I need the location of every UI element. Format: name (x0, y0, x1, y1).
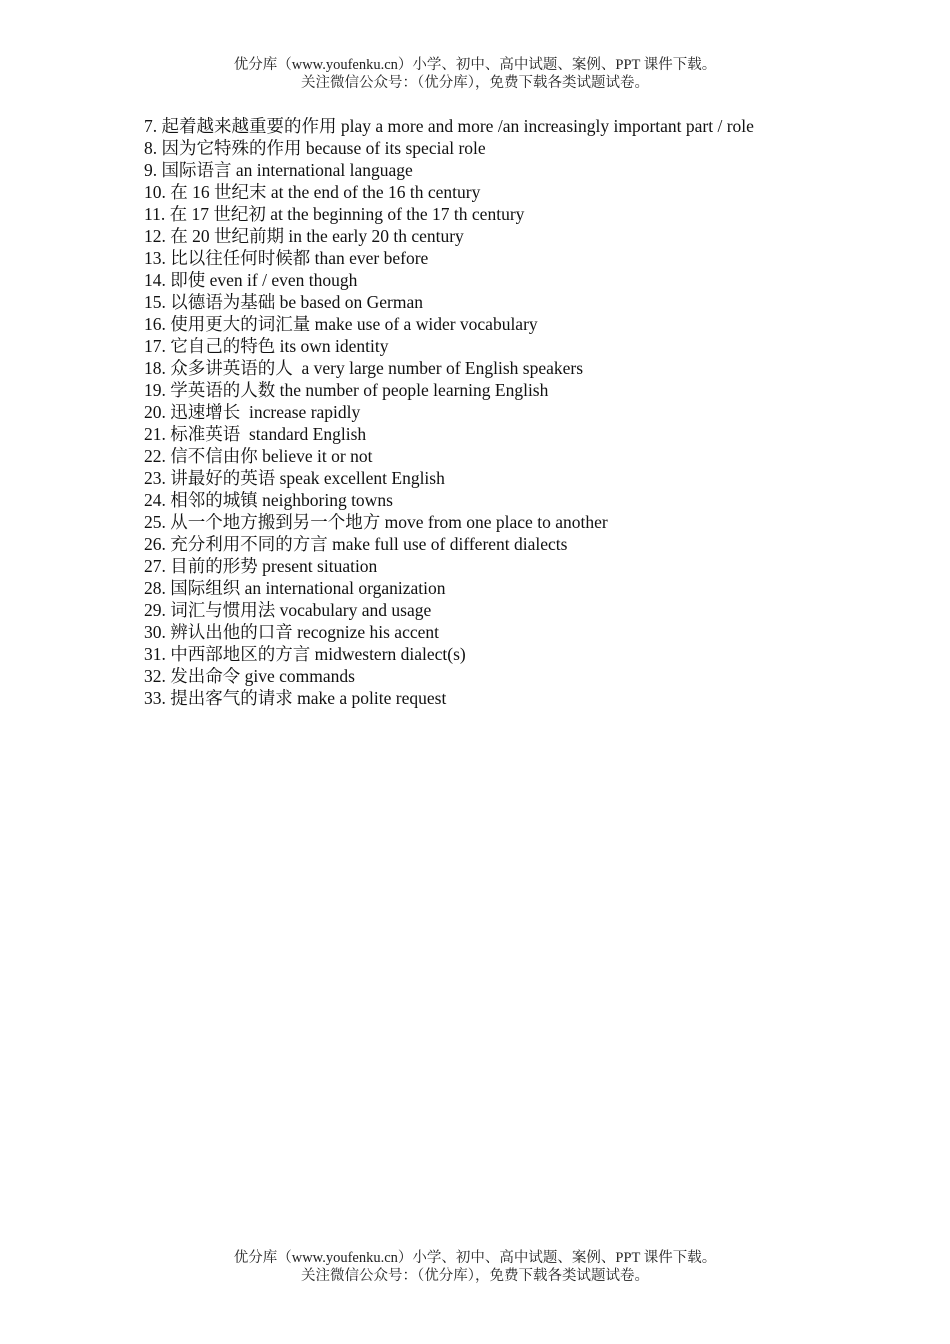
list-item: 30. 辨认出他的口音 recognize his accent (144, 622, 439, 642)
list-item: 23. 讲最好的英语 speak excellent English (144, 468, 445, 488)
list-item: 33. 提出客气的请求 make a polite request (144, 688, 447, 708)
footer-line-2: 关注微信公众号：（优分库），免费下载各类试题试卷。 (301, 1268, 649, 1284)
list-item: 10. 在 16 世纪末 at the end of the 16 th century (144, 182, 481, 202)
list-item: 14. 即使 even if / even though (144, 270, 358, 290)
vocabulary-list (144, 115, 794, 709)
list-item: 32. 发出命令 give commands (144, 666, 355, 686)
list-item: 21. 标准英语 standard English (144, 424, 367, 444)
list-item: 24. 相邻的城镇 neighboring towns (144, 490, 393, 510)
list-item: 28. 国际组织 an international organization (144, 578, 446, 598)
header-line-1: 优分库（www.youfenku.cn）小学、初中、高中试题、案例、PPT 课件下载。 (233, 57, 717, 73)
page-footer (0, 1249, 950, 1285)
list-item: 12. 在 20 世纪前期 in the early 20 th century (144, 226, 464, 246)
list-item: 31. 中西部地区的方言 midwestern dialect(s) (144, 644, 466, 664)
header-line-2: 关注微信公众号：（优分库），免费下载各类试题试卷。 (301, 75, 649, 91)
page-header (0, 56, 950, 92)
list-item: 9. 国际语言 an international language (144, 160, 413, 180)
list-item: 15. 以德语为基础 be based on German (144, 292, 423, 312)
list-item: 20. 迅速增长 increase rapidly (144, 402, 361, 422)
list-item: 25. 从一个地方搬到另一个地方 move from one place to another (144, 512, 608, 532)
list-item: 7. 起着越来越重要的作用 play a more and more /an increasingly important part / role (144, 116, 754, 136)
list-item: 11. 在 17 世纪初 at the beginning of the 17 th century (144, 204, 525, 224)
list-item: 19. 学英语的人数 the number of people learning English (144, 380, 549, 400)
list-item: 22. 信不信由你 believe it or not (144, 446, 373, 466)
list-item: 27. 目前的形势 present situation (144, 556, 378, 576)
list-item: 8. 因为它特殊的作用 because of its special role (144, 138, 486, 158)
list-item: 16. 使用更大的词汇量 make use of a wider vocabulary (144, 314, 538, 334)
list-item: 17. 它自己的特色 its own identity (144, 336, 389, 356)
list-item: 18. 众多讲英语的人 a very large number of English speakers (144, 358, 584, 378)
list-item: 26. 充分利用不同的方言 make full use of different dialects (144, 534, 568, 554)
list-item: 29. 词汇与惯用法 vocabulary and usage (144, 600, 432, 620)
footer-line-1: 优分库（www.youfenku.cn）小学、初中、高中试题、案例、PPT 课件下载。 (233, 1250, 717, 1266)
list-item: 13. 比以往任何时候都 than ever before (144, 248, 429, 268)
